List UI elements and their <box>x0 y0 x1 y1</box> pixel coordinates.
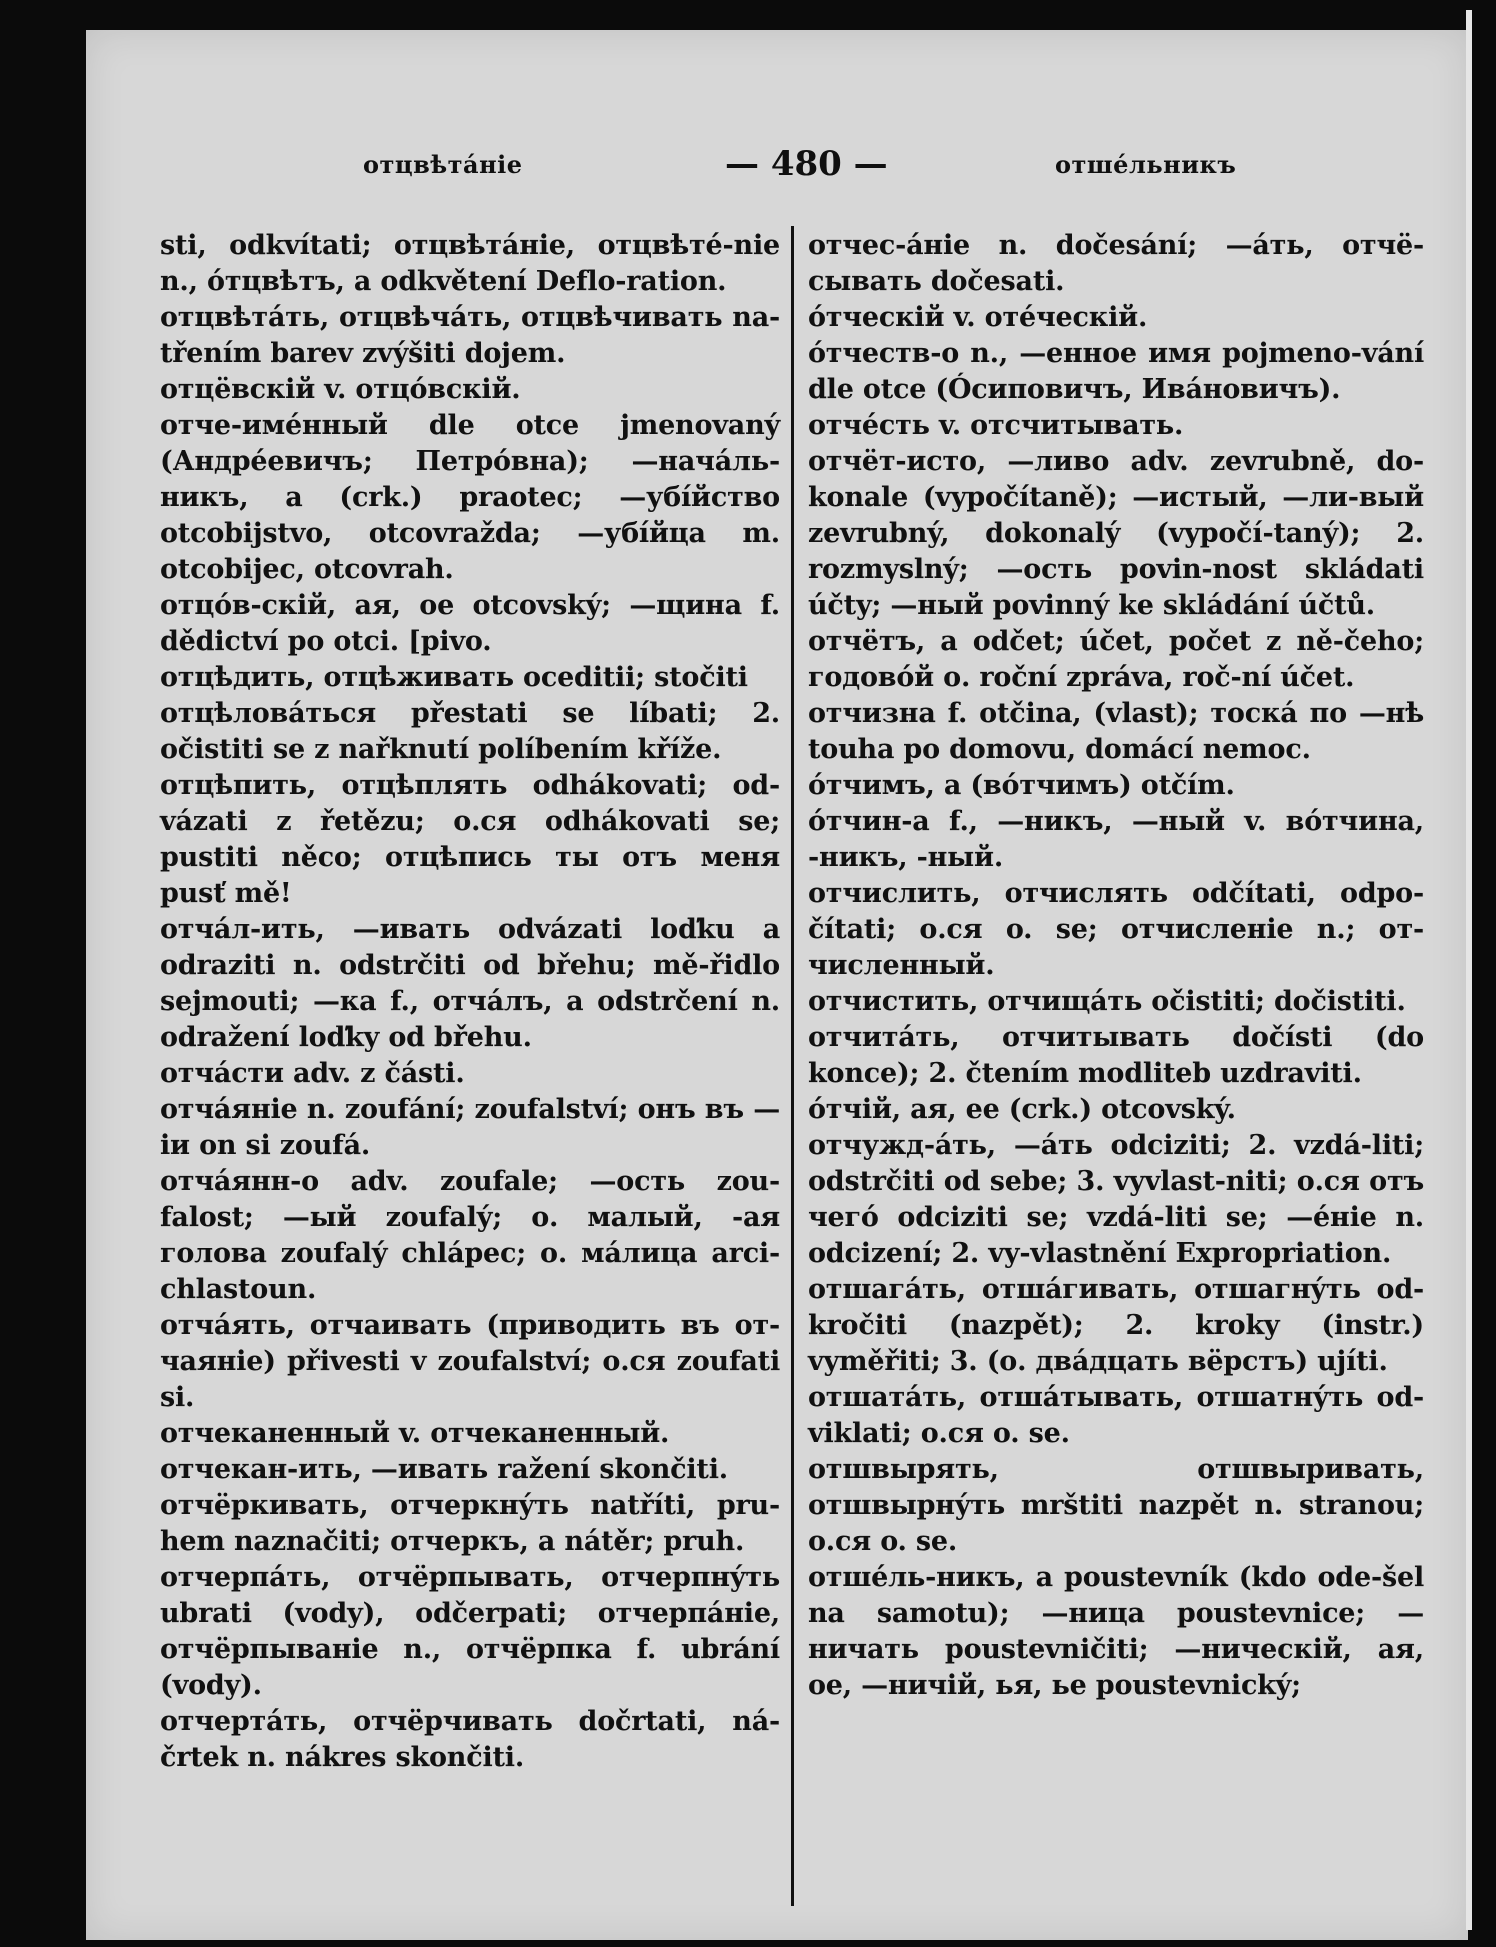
entry: óтчин-а f., —никъ, —ный v. вóтчина, -никъ, -ный. <box>808 806 1424 873</box>
entry: отцѣловáться přestati se líbati; 2. očistiti se z nařknutí políbením kříže. <box>160 698 780 765</box>
entry: отчислить, отчислять odčítati, odpo-čítati; о.ся o. se; отчисленіе n.; от-численный. <box>808 878 1424 981</box>
entry: отчеканенный v. отчеканенный. <box>160 1418 670 1449</box>
entry: отшéль-никъ, a poustevník (kdo ode-šel na samotu); —ница poustevnice; —ничать poustevničiti; —ническій, ая, ое, —ничій, ья, ье poustevnický; <box>808 1562 1424 1701</box>
entry: отчёт-исто, —ливо adv. zevrubně, do-konale (vypočítaně); —истый, —ли-вый zevrubný, dokonalý (vypočí-taný); 2. rozmyslný; —ость povin-nost skládati účty; —ный povinný ke skládání účtů. <box>808 446 1424 621</box>
entry: отшвырять, отшвыривать, отшвырнýть mrštiti nazpět n. stranou; о.ся o. se. <box>808 1454 1424 1557</box>
entry: отчётъ, a odčet; účet, počet z ně-čeho; годовóй о. roční zpráva, roč-ní účet. <box>808 626 1424 693</box>
entry: отцвѣтáть, отцвѣчáть, отцвѣчивать na-třením barev zvýšiti dojem. <box>160 302 780 369</box>
entry: отчáять, отчаивать (приводить въ от-чаяніе) přivesti v zoufalství; о.ся zoufati si. <box>160 1310 780 1413</box>
entry: óтческій v. отéческій. <box>808 302 1148 333</box>
entry: óтчимъ, a (вóтчимъ) otčím. <box>808 770 1235 801</box>
entry: отчитáть, отчитывать dočísti (do konce); 2. čtením modliteb uzdraviti. <box>808 1022 1424 1089</box>
entry: отчистить, отчищáть očistiti; dočistiti. <box>808 986 1406 1017</box>
left-column <box>160 228 780 1776</box>
entry: sti, odkvítati; отцвѣтáніе, отцвѣтé-nie n., óтцвѣтъ, a odkvětení Deflo-ration. <box>160 230 780 297</box>
entry: отчáл-ить, —ивать odvázati loďku a odraziti n. odstrčiti od břehu; mě-řidlo sejmouti; —ка f., отчáлъ, a odstrčení n. odražení loďky od břehu. <box>160 914 780 1053</box>
entry: отшатáть, отшáтывать, отшатнýть od-viklati; о.ся o. se. <box>808 1382 1424 1449</box>
entry: отшагáть, отшáгивать, отшагнýть od-kročiti (nazpět); 2. kroky (instr.) vyměřiti; 3. (о. двáдцать вёрстъ) ujíti. <box>808 1274 1424 1377</box>
entry: отчáянн-о adv. zoufale; —ость zou-falost; —ый zoufalý; о. малый, -ая голова zoufalý chlápec; о. мáлица arci-chlastoun. <box>160 1166 780 1305</box>
entry: óтчій, ая, ее (crk.) otcovský. <box>808 1094 1236 1125</box>
entry: отцёвскій v. отцóвскій. <box>160 374 521 405</box>
entry: отчертáть, отчёрчивать dočrtati, ná-črtek n. nákres skončiti. <box>160 1706 780 1773</box>
header-left-word: отцвѣтáніе <box>363 150 523 179</box>
page-edge <box>1466 10 1496 1930</box>
entry: отчес-áніе n. dočesání; —áть, отчё-сывать dočesati. <box>808 230 1424 297</box>
entry: отчужд-áть, —áть odciziti; 2. vzdá-liti; odstrčiti od sebe; 3. vyvlast-niti; о.ся отъ чегó odciziti se; vzdá-liti se; —éніе n. odcizení; 2. vy-vlastnění Expropriation. <box>808 1130 1424 1269</box>
header-right-word: отшéльникъ <box>1055 150 1237 179</box>
entry: отчёркивать, отчеркнýть natříti, pru-hem naznačiti; отчеркъ, a nátěr; pruh. <box>160 1490 780 1557</box>
entry: отчéсть v. отсчитывать. <box>808 410 1184 441</box>
entry: отче-имéнный dle otce jmenovaný (Андрéевичъ; Петрóвна); —начáль-никъ, a (crk.) praotec; —убíйство otcobijstvo, otcovražda; —убíйца m. otcobijec, otcovrah. <box>160 410 780 585</box>
column-divider <box>791 226 794 1906</box>
entry: отчерпáть, отчёрпывать, отчерпнýть ubrati (vody), odčerpati; отчерпáніе, отчёрпываніе n., отчёрпка f. ubrání (vody). <box>160 1562 780 1701</box>
entry: óтчеств-о n., —енное имя pojmeno-vání dle otce (Óсиповичъ, Ивáновичъ). <box>808 338 1424 405</box>
page-header <box>265 144 1420 190</box>
entry: отчáяніе n. zoufání; zoufalství; онъ въ —іи on si zoufá. <box>160 1094 780 1161</box>
entry: отчáсти adv. z části. <box>160 1058 465 1089</box>
entry: отчекан-ить, —ивать ražení skončiti. <box>160 1454 728 1485</box>
entry: отчизна f. otčina, (vlast); тоскá по —нѣ touha po domovu, domácí nemoc. <box>808 698 1424 765</box>
page-number: — 480 — <box>725 144 888 184</box>
right-column <box>808 228 1424 1704</box>
entry: отцѣдить, отцѣживать oceditii; stočiti <box>160 662 748 693</box>
entry: отцѣпить, отцѣплять odhákovati; od-vázati z řetězu; о.ся odhákovati se; pustiti něco; отцѣпись ты отъ меня pusť mě! <box>160 770 780 909</box>
entry: отцóв-скій, ая, ое otcovský; —щина f. dědictví po otci. [pivo. <box>160 590 780 657</box>
